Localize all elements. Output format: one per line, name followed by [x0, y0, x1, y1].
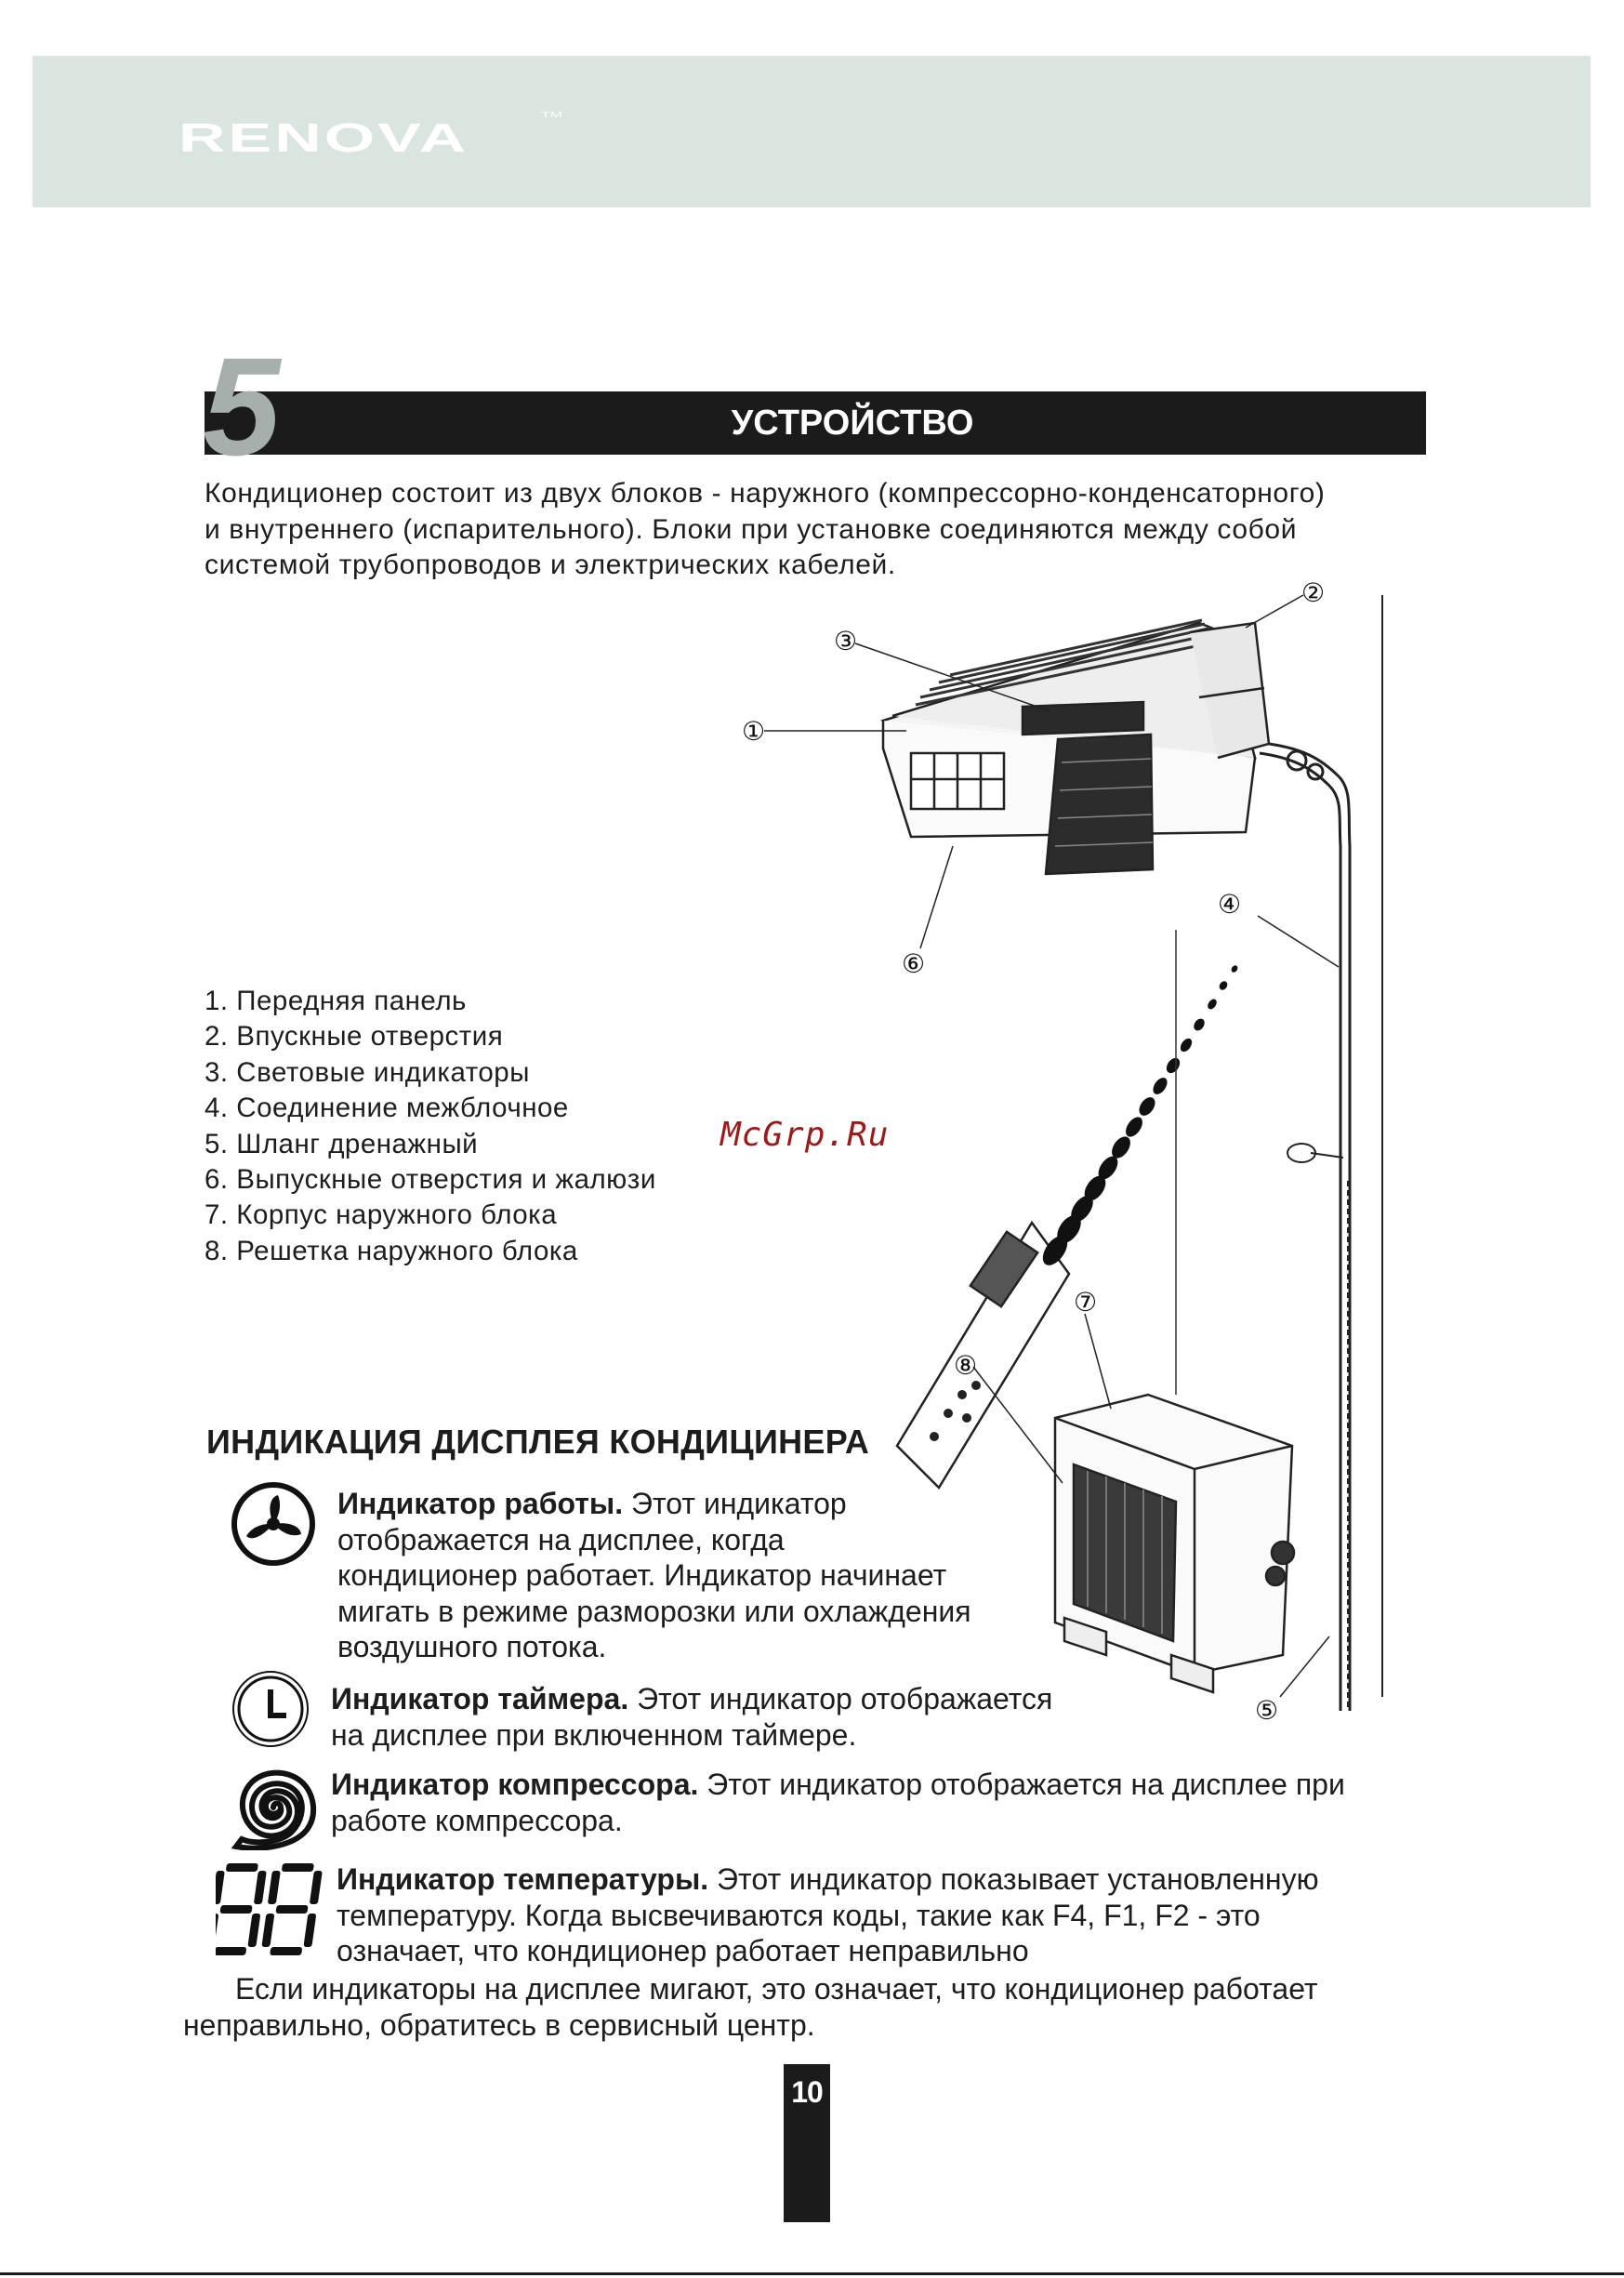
callout-8: ⑧: [954, 1350, 978, 1381]
remote-control: [897, 1223, 1069, 1488]
brand-trademark: TM: [541, 111, 563, 119]
seven-segment-88-icon: [216, 1863, 325, 1956]
list-item: 1. Передняя панель: [205, 986, 467, 1016]
indicator-timer-line: Этот индикатор отображается: [628, 1682, 1053, 1715]
indicator-work-line: кондиционер работает. Индикатор начинает: [337, 1558, 947, 1592]
indicator-timer-text: [331, 1681, 1223, 1753]
display-section-title: ИНДИКАЦИЯ ДИСПЛЕЯ КОНДИЦИНЕРА: [206, 1423, 870, 1461]
callout-7: ⑦: [1074, 1287, 1098, 1318]
callout-5: ⑤: [1255, 1695, 1279, 1720]
indicator-work-line: отображается на дисплее, когда: [337, 1522, 785, 1556]
brand-name: RENOVA: [178, 115, 469, 161]
parts-list: [205, 984, 725, 1269]
intro-line: системой трубопроводов и электрических кабелей.: [205, 550, 896, 580]
indicator-compressor-text: [331, 1767, 1446, 1838]
indicator-temperature-line: Этот индикатор показывает установленную: [708, 1862, 1319, 1896]
indicator-timer-line: на дисплее при включенном таймере.: [331, 1717, 857, 1752]
indicator-timer-name: Индикатор таймера.: [331, 1682, 629, 1715]
list-item: 7. Корпус наружного блока: [205, 1199, 558, 1231]
callout-2: ②: [1301, 577, 1326, 608]
indicator-temperature-line: означает, что кондиционер работает неправильно: [337, 1934, 1029, 1967]
intro-line: и внутреннего (испарительного). Блоки при установке соединяются между собой: [205, 513, 1298, 545]
callout-3: ③: [834, 626, 858, 656]
indicator-work-line: воздушного потока.: [337, 1630, 607, 1663]
footer-note-line: неправильно, обратитесь в сервисный центр.: [183, 2008, 815, 2042]
indicator-compressor-line: Этот индикатор отображается на дисплее при: [698, 1768, 1345, 1801]
list-item: 3. Световые индикаторы: [205, 1056, 530, 1088]
list-item: 5. Шланг дренажный: [205, 1128, 479, 1159]
indicator-work-line: Этот индикатор: [623, 1487, 847, 1520]
list-item: 2. Впускные отверстия: [205, 1021, 504, 1053]
bottom-rule: [0, 2272, 1624, 2275]
footer-note: [183, 1971, 1446, 2044]
intro-line: Кондиционер состоит из двух блоков - наружного (компрессорно-конденсаторного): [205, 478, 1326, 509]
indicator-compressor-name: Индикатор компрессора.: [331, 1768, 699, 1801]
brand-logo: [177, 88, 576, 167]
callout-1: ①: [742, 716, 766, 747]
fan-icon: [230, 1480, 317, 1568]
remote-signal-beam: [1037, 964, 1238, 1269]
watermark: McGrp.Ru: [720, 1116, 890, 1154]
drain-hose: [1287, 1144, 1348, 1711]
page-number: 10: [791, 2075, 823, 2109]
indicator-temperature-line: температуру. Когда высвечиваются коды, такие как F4, F1, F2 - это: [337, 1898, 1261, 1932]
section-title: УСТРОЙСТВО: [731, 404, 974, 443]
list-item: 6. Выпускные отверстия и жалюзи: [205, 1164, 656, 1196]
indicator-temperature-text: [337, 1861, 1452, 1969]
callout-4: ④: [1218, 889, 1242, 920]
indicator-work-text: [337, 1486, 1137, 1665]
indicator-compressor-line: работе компрессора.: [331, 1803, 623, 1837]
indicator-temperature-name: Индикатор температуры.: [337, 1862, 709, 1896]
callout-6: ⑥: [902, 948, 926, 979]
indicator-work-name: Индикатор работы.: [337, 1487, 624, 1520]
indicator-work-line: мигать в режиме разморозки или охлаждения: [337, 1594, 971, 1628]
list-item: 8. Решетка наружного блока: [205, 1235, 578, 1266]
clock-icon: [231, 1669, 310, 1749]
section-number: 5: [203, 328, 277, 484]
footer-note-line: Если индикаторы на дисплее мигают, это означает, что кондиционер работает: [235, 1972, 1318, 2006]
indoor-unit: [883, 620, 1269, 874]
list-item: 4. Соединение межблочное: [205, 1093, 569, 1124]
spiral-icon: [227, 1765, 320, 1850]
